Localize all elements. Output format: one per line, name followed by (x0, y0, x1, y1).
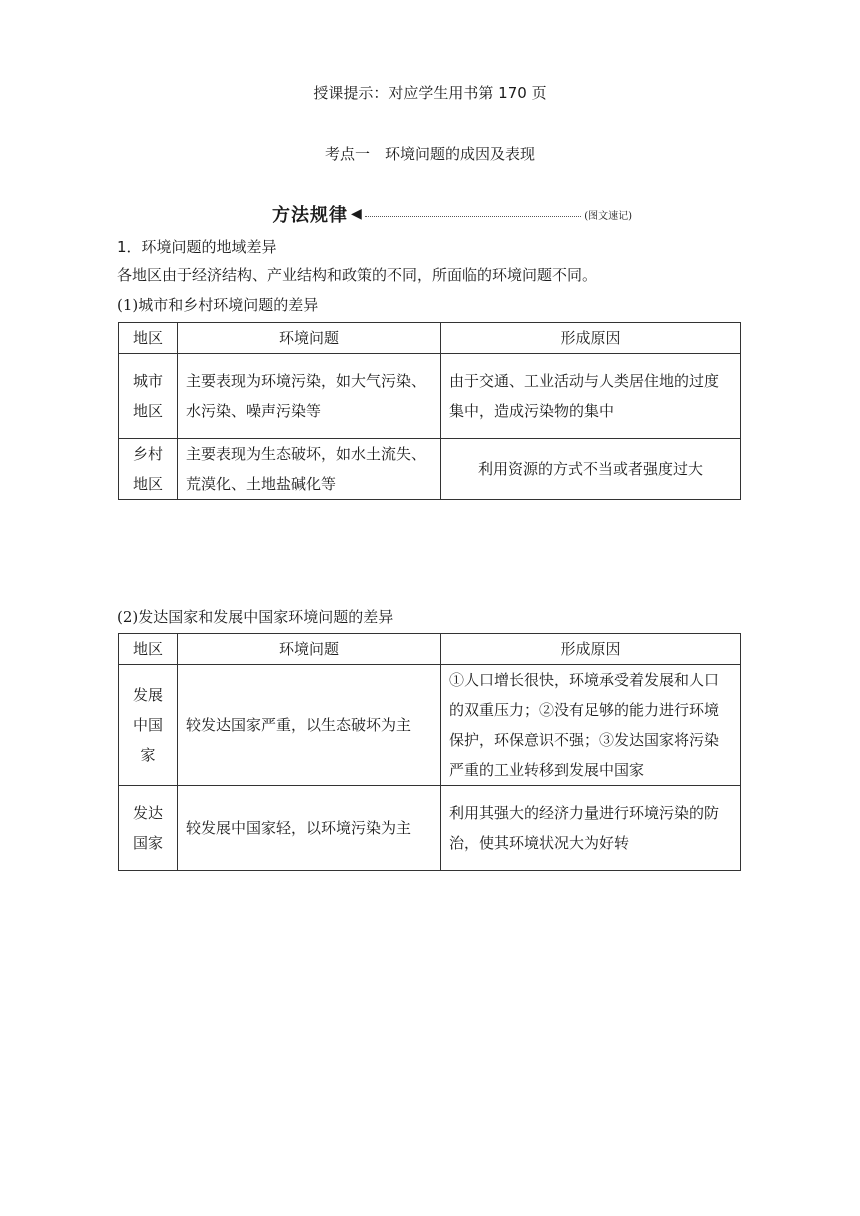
section-paragraph: 各地区由于经济结构、产业结构和政策的不同，所面临的环境问题不同。 (117, 266, 598, 284)
cell-cause: 由于交通、工业活动与人类居住地的过度集中，造成污染物的集中 (441, 354, 741, 439)
header-region: 地区 (119, 323, 178, 354)
cell-region: 城市地区 (119, 354, 178, 439)
section-heading: 1．环境问题的地域差异 (117, 238, 277, 256)
teaching-hint: 授课提示：对应学生用书第 170 页 (313, 84, 547, 102)
table-row (119, 786, 741, 871)
method-note: (图文速记) (584, 210, 632, 222)
developed-developing-table (118, 633, 741, 871)
table-header-row (119, 634, 741, 665)
header-problem: 环境问题 (178, 323, 441, 354)
method-banner (272, 203, 632, 225)
urban-rural-table (118, 322, 741, 500)
table-row (119, 354, 741, 439)
cell-problem: 主要表现为环境污染，如大气污染、水污染、噪声污染等 (178, 354, 441, 439)
dotted-leader (365, 216, 581, 217)
cell-problem: 较发展中国家轻，以环境污染为主 (178, 786, 441, 871)
cell-cause: 利用其强大的经济力量进行环境污染的防治，使其环境状况大为好转 (441, 786, 741, 871)
table-row (119, 665, 741, 786)
method-title: 方法规律 (272, 205, 348, 226)
header-cause: 形成原因 (441, 323, 741, 354)
cell-region: 发展中国家 (119, 665, 178, 786)
table-row (119, 439, 741, 500)
cell-cause: ①人口增长很快，环境承受着发展和人口的双重压力；②没有足够的能力进行环境保护，环保意识不强；③发达国家将污染严重的工业转移到发展中国家 (441, 665, 741, 786)
header-problem: 环境问题 (178, 634, 441, 665)
header-region: 地区 (119, 634, 178, 665)
cell-problem: 主要表现为生态破坏，如水土流失、荒漠化、土地盐碱化等 (178, 439, 441, 500)
subsection-title-1: (1)城市和乡村环境问题的差异 (117, 296, 319, 314)
header-cause: 形成原因 (441, 634, 741, 665)
subsection-title-2: (2)发达国家和发展中国家环境问题的差异 (117, 608, 394, 626)
table-header-row (119, 323, 741, 354)
cell-problem: 较发达国家严重，以生态破坏为主 (178, 665, 441, 786)
triangle-left-icon: ◀ (351, 206, 362, 222)
cell-cause: 利用资源的方式不当或者强度过大 (441, 439, 741, 500)
cell-region: 发达国家 (119, 786, 178, 871)
exam-point-title: 考点一 环境问题的成因及表现 (324, 145, 535, 163)
cell-region: 乡村地区 (119, 439, 178, 500)
